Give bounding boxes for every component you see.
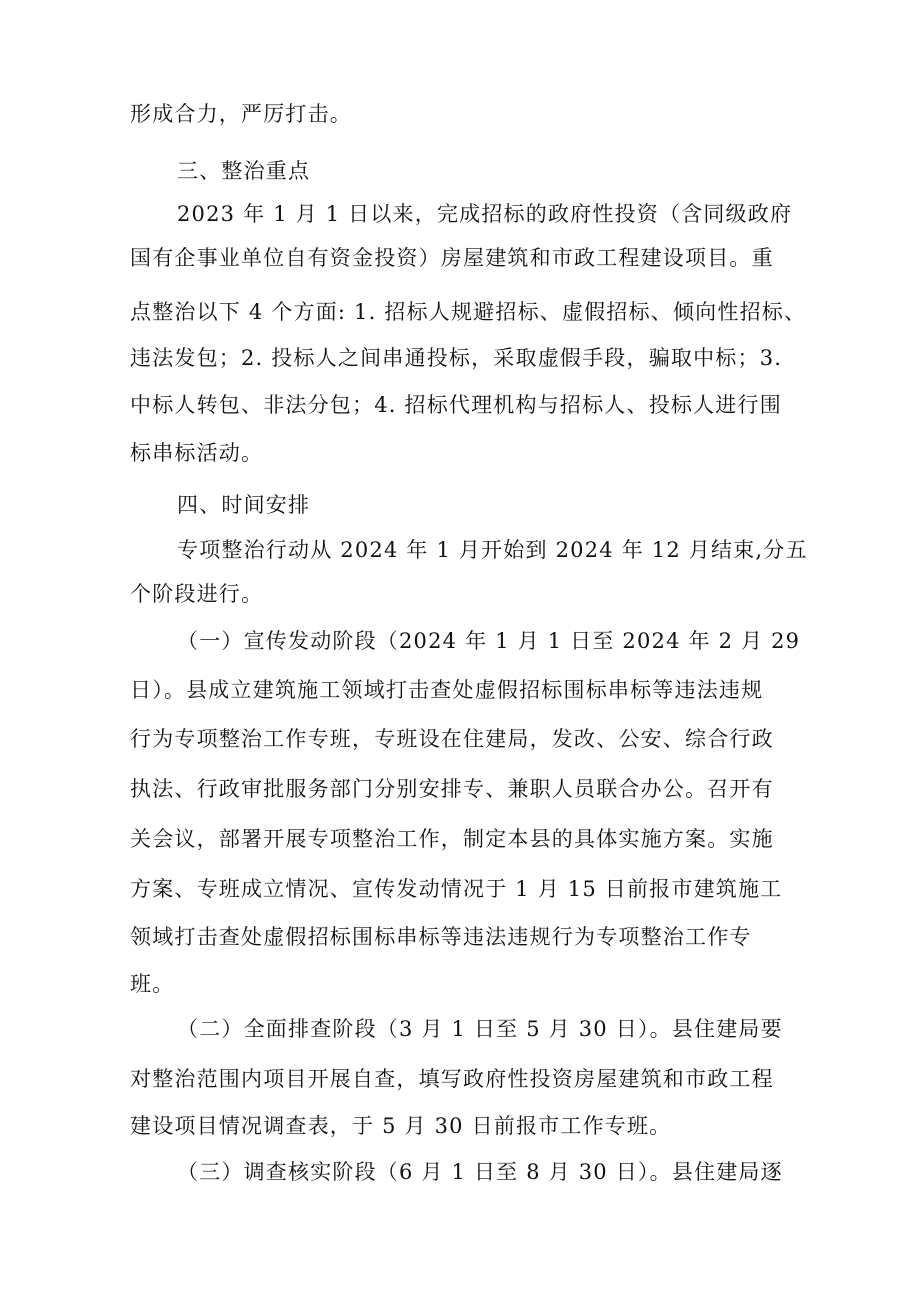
text-line: 专项整治行动从 2024 年 1 月开始到 2024 年 12 月结束,分五: [177, 538, 808, 562]
text-line: 对整治范围内项目开展自查，填写政府性投资房屋建筑和市政工程: [130, 1067, 774, 1091]
section-heading: 四、时间安排: [177, 493, 311, 517]
text-line: （二）全面排查阶段（3 月 1 日至 5 月 30 日）。县住建局要: [177, 1017, 783, 1041]
text-line: （三）调查核实阶段（6 月 1 日至 8 月 30 日）。县住建局逐: [177, 1160, 783, 1184]
text-line: 方案、专班成立情况、宣传发动情况于 1 月 15 日前报市建筑施工: [130, 877, 783, 901]
text-line: 领域打击查处虚假招标围标串标等违法违规行为专项整治工作专: [130, 925, 752, 949]
text-line: 2023 年 1 月 1 日以来，完成招标的政府性投资（含同级政府: [177, 202, 793, 226]
text-line: 标串标活动。: [130, 441, 264, 465]
text-line: 班。: [130, 972, 175, 996]
text-line: 行为专项整治工作专班，专班设在住建局，发改、公安、综合行政: [130, 727, 774, 751]
text-line: 点整治以下 4 个方面: 1. 招标人规避招标、虚假招标、倾向性招标、: [130, 300, 807, 324]
text-line: （一）宣传发动阶段（2024 年 1 月 1 日至 2024 年 2 月 29: [177, 629, 801, 653]
text-line: 形成合力，严厉打击。: [130, 102, 352, 126]
section-heading: 三、整治重点: [177, 159, 311, 183]
text-line: 中标人转包、非法分包；4. 招标代理机构与招标人、投标人进行围: [130, 393, 782, 417]
text-line: 日）。县成立建筑施工领域打击查处虚假招标围标串标等违法违规: [130, 678, 764, 702]
text-line: 关会议，部署开展专项整治工作，制定本县的具体实施方案。实施: [130, 827, 774, 851]
text-line: 个阶段进行。: [130, 582, 264, 606]
text-line: 国有企事业单位自有资金投资）房屋建筑和市政工程建设项目。重: [130, 246, 774, 270]
text-line: 违法发包；2. 投标人之间串通投标，采取虚假手段，骗取中标；3.: [130, 346, 783, 370]
text-line: 执法、行政审批服务部门分别安排专、兼职人员联合办公。召开有: [130, 777, 774, 801]
text-line: 建设项目情况调查表，于 5 月 30 日前报市工作专班。: [130, 1114, 672, 1138]
